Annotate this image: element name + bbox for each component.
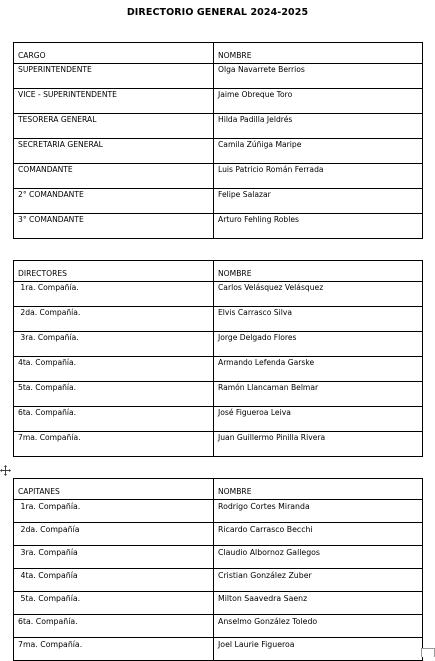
table-row	[14, 546, 423, 569]
cell-name: Joel Laurie Figueroa	[214, 638, 423, 661]
cell-role: SUPERINTENDENTE	[14, 64, 214, 89]
table-header-row	[14, 479, 423, 500]
table-row	[14, 332, 423, 357]
table-row	[14, 407, 423, 432]
table-row	[14, 382, 423, 407]
cell-role: 4ta. Compañía	[14, 569, 214, 592]
cell-role: 1ra. Compañía.	[14, 282, 214, 307]
table-row	[14, 164, 423, 189]
cell-name: Luis Patricio Román Ferrada	[214, 164, 423, 189]
directors-table	[13, 260, 423, 457]
move-handle-icon[interactable]	[0, 461, 11, 472]
cell-name: Ramón Llancaman Belmar	[214, 382, 423, 407]
cell-role: 7ma. Compañía.	[14, 432, 214, 457]
captains-table	[13, 478, 423, 661]
cell-role: VICE - SUPERINTENDENTE	[14, 89, 214, 114]
cell-role: 2° COMANDANTE	[14, 189, 214, 214]
table-header-row	[14, 261, 423, 282]
header-role: DIRECTORES	[14, 261, 214, 282]
cell-name: Armando Lefenda Garske	[214, 357, 423, 382]
table-row	[14, 357, 423, 382]
cell-name: Rodrigo Cortes Miranda	[214, 500, 423, 523]
table-row	[14, 500, 423, 523]
table-row	[14, 432, 423, 457]
table-row	[14, 282, 423, 307]
cell-role: 3ra. Compañía	[14, 546, 214, 569]
cell-name: Anselmo González Toledo	[214, 615, 423, 638]
header-name: NOMBRE	[214, 43, 423, 64]
cell-role: 3° COMANDANTE	[14, 214, 214, 239]
table-row	[14, 114, 423, 139]
cell-role: 2da. Compañía.	[14, 307, 214, 332]
cell-name: Felipe Salazar	[214, 189, 423, 214]
cell-role: 2da. Compañía	[14, 523, 214, 546]
table-header-row	[14, 43, 423, 64]
header-role: CARGO	[14, 43, 214, 64]
header-role: CAPITANES	[14, 479, 214, 500]
cell-name: Arturo Fehling Robles	[214, 214, 423, 239]
cell-role: SECRETARIA GENERAL	[14, 139, 214, 164]
cell-role: 5ta. Compañía.	[14, 382, 214, 407]
officers-table	[13, 42, 423, 239]
table-row	[14, 64, 423, 89]
cell-role: 1ra. Compañía.	[14, 500, 214, 523]
table-row	[14, 638, 423, 661]
cell-name: Jorge Delgado Flores	[214, 332, 423, 357]
header-name: NOMBRE	[214, 261, 423, 282]
table-row	[14, 569, 423, 592]
header-name: NOMBRE	[214, 479, 423, 500]
cell-role: 5ta. Compañía.	[14, 592, 214, 615]
cell-name: Camila Zúñiga Maripe	[214, 139, 423, 164]
cell-name: Claudio Albornoz Gallegos	[214, 546, 423, 569]
cell-role: 4ta. Compañía.	[14, 357, 214, 382]
cell-role: 3ra. Compañía.	[14, 332, 214, 357]
cell-name: Elvis Carrasco Silva	[214, 307, 423, 332]
cell-name: Olga Navarrete Berrios	[214, 64, 423, 89]
cell-name: Cristian González Zuber	[214, 569, 423, 592]
table-row	[14, 189, 423, 214]
table-row	[14, 592, 423, 615]
cell-name: Juan Guillermo Pinilla Rivera	[214, 432, 423, 457]
cell-name: José Figueroa Leiva	[214, 407, 423, 432]
cell-name: Jaime Obreque Toro	[214, 89, 423, 114]
cell-role: 7ma. Compañía.	[14, 638, 214, 661]
table-row	[14, 214, 423, 239]
table-row	[14, 307, 423, 332]
cell-role: TESORERA GENERAL	[14, 114, 214, 139]
cell-role: 6ta. Compañía.	[14, 615, 214, 638]
cell-role: 6ta. Compañía.	[14, 407, 214, 432]
document-title: DIRECTORIO GENERAL 2024-2025	[126, 7, 309, 18]
cell-name: Carlos Velásquez Velásquez	[214, 282, 423, 307]
table-row	[14, 139, 423, 164]
cell-role: COMANDANTE	[14, 164, 214, 189]
cell-name: Hilda Padilla Jeldrés	[214, 114, 423, 139]
cell-name: Milton Saavedra Saenz	[214, 592, 423, 615]
table-row	[14, 523, 423, 546]
cell-name: Ricardo Carrasco Becchi	[214, 523, 423, 546]
table-row	[14, 89, 423, 114]
table-row	[14, 615, 423, 638]
